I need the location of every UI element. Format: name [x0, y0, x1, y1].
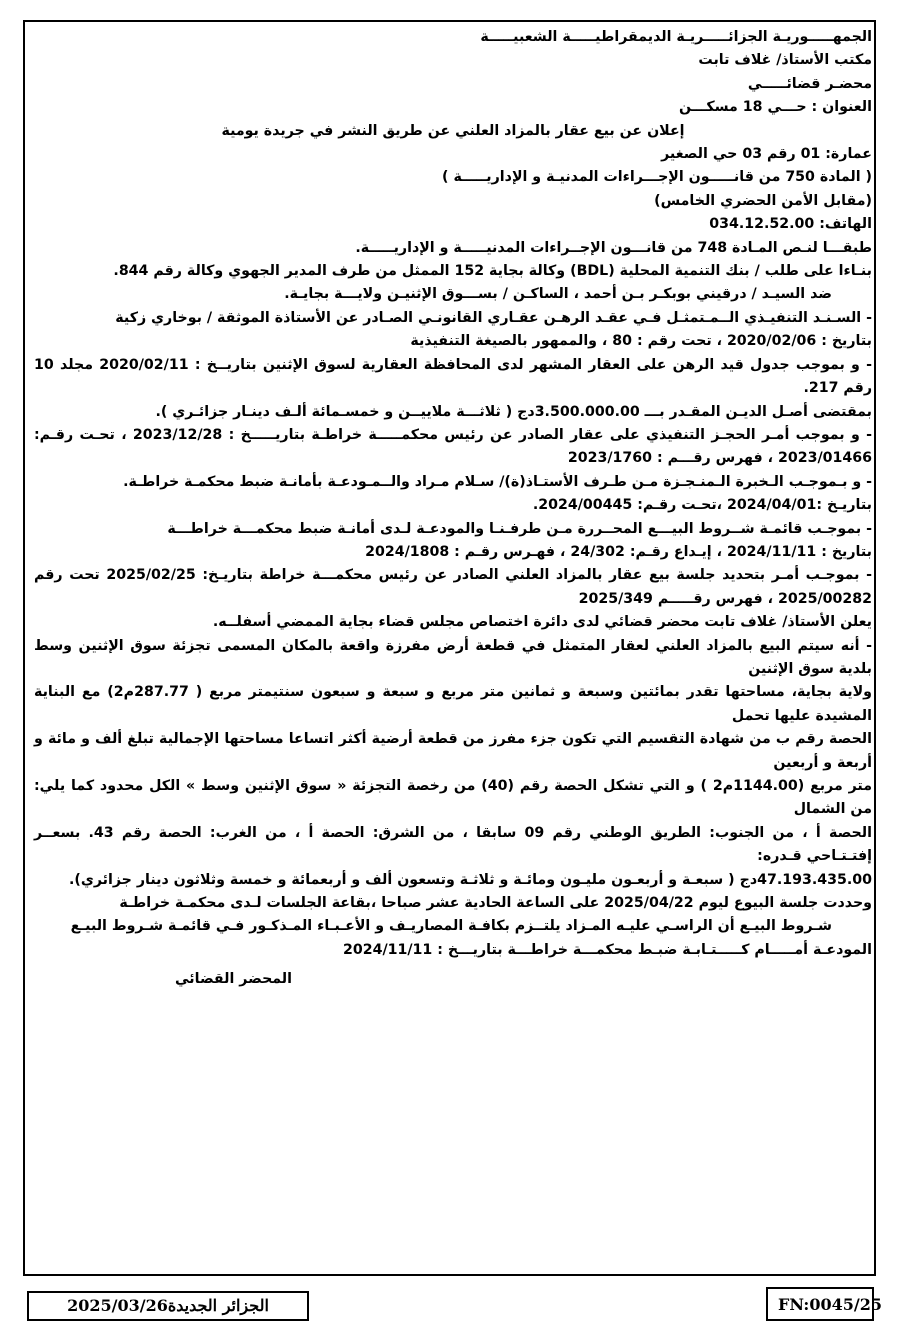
property-area: ولاية بجاية، مساحتها تقدر بمائتين وسبعة و ثمانين متر مربع و سبعة و سبعون سنتيمتر مربع ( 287.77م2) مع البناية المشيدة عليها تحمل: [34, 684, 873, 724]
signature: المحضر القضائي: [174, 971, 292, 988]
executive-title-date: بتاريخ : 2020/02/06 ، تحت رقم : 80 ، والممهور بالصيغة التنفيذية: [410, 333, 872, 350]
petitioner: بنـاءا على طلب / بنك التنمية المحلية (BDL) وكالة بجاية 152 الممثل من طرف المدير الجهوي وكالة رقم 844.: [113, 263, 872, 280]
defendant: ضد السيـد / درقيني بوبكـر بـن أحمد ، الساكـن / بســـوق الإثنيـن ولايـــة بجايـة.: [284, 286, 832, 303]
deposit-registry: المودعـة أمـــــام كـــــتـابـة ضبـط محكمـــة خراطـــة بتاريـــخ : 2024/11/11: [342, 941, 872, 958]
property-boundaries-cont: الحصة أ ، من الجنوب: الطريق الوطني رقم 09 سابقا ، من الشرق: الحصة أ ، من الغرب: الحصة رقم 43. بسعــر إفتـتـاحي قـدره:: [34, 824, 872, 865]
property-parcel: الحصة رقم ب من شهادة التقسيم التي تكون جزء مفرز من قطعة أرضية أكثر اتساعا مساحتها الإجمالية تبلغ ألف و مائة و أربعة و أربعين: [34, 731, 872, 771]
phone-line: الهاتف: 034.12.52.00: [709, 216, 872, 233]
landmark-line: (مقابل الأمن الحضري الخامس): [654, 192, 872, 209]
announcement-title: إعلان عن بيع عقار بالمزاد العلني عن طريق النشر في جريدة يومية: [221, 122, 685, 139]
newspaper-date-box: الجزائر الجديدة2025/03/26: [27, 1291, 309, 1321]
sale-conditions: شـروط البيـع أن الراسـي عليـه المـزاد يلتــزم بكافـة المصاريـف و الأعـبـاء المـذكـور فـي قائمـة شـروط البيـع: [70, 918, 832, 935]
session-order: - بموجـب أمـر بتحديد جلسة بيع عقار بالمزاد العلني الصادر عن رئيس محكمـــة خراطة بتاريـخ: 2025/02/25 تحت رقم 2025/00282 ، فهرس رقـــــم 2025/349: [34, 567, 872, 607]
office-name: مكتب الأستاذ/ غلاف تابت: [698, 52, 872, 69]
building-line: عمارة: 01 رقم 03 حي الصغير: [661, 146, 872, 163]
seizure-order: - و بموجب أمـر الحجـز التنفيذي على عقار الصادر عن رئيس محكمـــــة خراطـة بتاريـــــخ : 2023/12/28 ، تحـت رقـم: 2023/01466 ، فهرس رقـــم : 2023/1760: [34, 426, 872, 467]
announcement-body: [34, 26, 872, 992]
debt-amount: بمقتضى أصـل الديـن المقـدر بـــ 3.500.000.00دج ( ثلاثـــة ملاييــن و خمسـمائة ألـف دينـار جزائـري ).: [155, 403, 872, 420]
property-boundaries: متر مربع (1144.00م2 ) و التي تشكل الحصة رقم (40) من رخصة التجزئة « سوق الإثنين وسط » الكل محدود كما يلي: من الشمال: [34, 778, 872, 818]
executive-title: - السـنـد التنفيـذي الــمـتمثـل فـي عقـد الرهـن عقـاري القانونـي الصـادر عن الأستاذة الموثقة / بوخاري زكية: [115, 309, 872, 326]
conditions-list-date: بتاريخ : 2024/11/11 ، إيـداع رقـم: 24/302 ، فهـرس رقـم : 2024/1808: [365, 543, 872, 560]
address-line: العنوان : حـــي 18 مسكـــن: [679, 99, 872, 116]
expert-report-date: بتاريـخ :2024/04/01 ،تحـت رقـم: 2024/00445.: [532, 497, 872, 514]
expert-report: - و بـموجـب الـخبرة الـمنـجـزة مـن طـرف الأستـاذ(ة)/ سـلام مـراد والــمـودعـة بأمانـة ضبط محكمـة خراطـة.: [123, 473, 872, 490]
opening-price: 47.193.435.00دج ( سبعـة و أربعـون مليـون ومائـة و ثلاثـة وتسعون ألف و أربعمائة و خمسة وثلاثون دينار جزائري).: [68, 871, 872, 888]
article-reference: ( المادة 750 من قانـــــون الإجـــراءات المدنيـة و الإداريـــــة ): [442, 169, 872, 186]
mortgage-registry: - و بموجب جدول قيد الرهن على العقار المشهر لدى المحافظة العقارية لسوق الإثنين بتاريــخ : 2020/02/11 مجلد 10 رقم 217.: [34, 356, 872, 397]
bailiff-title: محضـر قضائـــــي: [747, 75, 872, 92]
republic-heading: الجمهـــــوريـة الجزائـــــريـة الديمقراطيـــــة الشعبيـــــة: [480, 29, 872, 45]
legal-basis: طبقـــا لنـص المـادة 748 من قانـــون الإجــراءات المدنيـــــة و الإداريـــــة.: [355, 239, 872, 256]
bailiff-announcement: يعلن الأستاذ/ غلاف تابت محضر قضائي لدى دائرة اختصاص مجلس قضاء بجاية الممضي أسفلــه.: [212, 614, 872, 631]
file-number-box: FN:0045/25: [766, 1287, 874, 1321]
conditions-list: - بموجـب قائمـة شــروط البيـــع المحــررة مـن طرفـنـا والمودعـة لـدى أمانـة ضبط محكمـــة خراطـــة: [167, 520, 872, 537]
session-date: وحددت جلسة البيوع ليوم 2025/04/22 على الساعة الحادية عشر صباحا ،بقاعة الجلسات لـدى محكمـة خراطـة: [119, 895, 872, 912]
property-description: - أنه سيتم البيع بالمزاد العلني لعقار المتمثل في قطعة أرض مفرزة واقعة بالمكان المسمى تجزئة سوق الإثنين وسط بلدية سوق الإثنين: [34, 637, 872, 677]
